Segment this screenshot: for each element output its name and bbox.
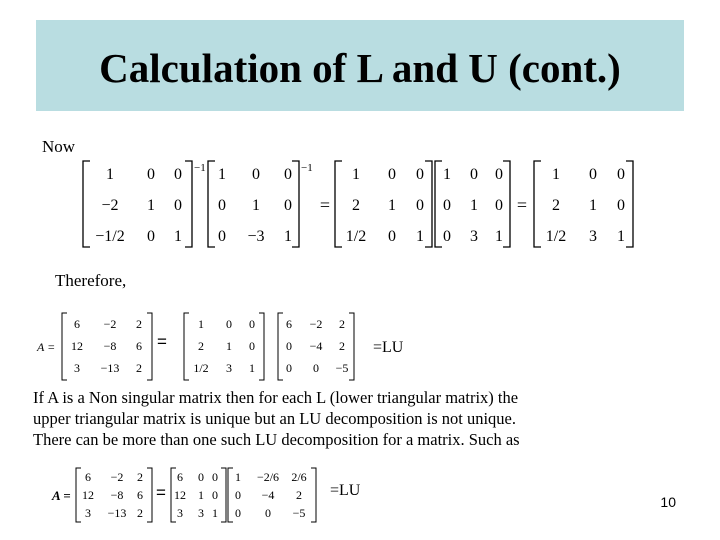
- slide-title: Calculation of L and U (cont.): [99, 45, 621, 91]
- a-cell: −8: [103, 339, 117, 353]
- m5-cell: 0: [617, 166, 625, 183]
- m2-cell: 1: [252, 197, 260, 214]
- eq3-matrix-a: [76, 468, 152, 522]
- l-cell: 1: [198, 317, 204, 331]
- a-cell: 12: [71, 339, 83, 353]
- eq2-matrix-l: [184, 313, 264, 380]
- l-cell: 3: [226, 361, 232, 375]
- l-cell: 0: [212, 488, 218, 502]
- l-cell: 0: [198, 470, 204, 484]
- m3-cell: 0: [388, 166, 396, 183]
- a-cell: −13: [100, 361, 120, 375]
- m4-cell: 0: [470, 166, 478, 183]
- u-cell: 0: [286, 339, 292, 353]
- m1-cell: 1: [106, 166, 114, 183]
- m4-cell: 0: [443, 228, 451, 245]
- m1-cell: 0: [174, 166, 182, 183]
- therefore-label: Therefore,: [55, 271, 127, 290]
- a-cell: 3: [85, 506, 91, 520]
- m5-cell: 0: [617, 197, 625, 214]
- u-cell: 6: [286, 317, 292, 331]
- a-cell: −13: [107, 506, 127, 520]
- m4-cell: 1: [495, 228, 503, 245]
- l-cell: 1: [249, 361, 255, 375]
- m2-cell: 0: [284, 197, 292, 214]
- l-cell: 3: [177, 506, 183, 520]
- a-cell: −2: [103, 317, 117, 331]
- m2-cell: 1: [284, 228, 292, 245]
- m1-cell: 0: [147, 228, 155, 245]
- equals-sign: =: [516, 195, 528, 215]
- m3-cell: 0: [416, 166, 424, 183]
- eq2-matrix-u: [278, 313, 354, 380]
- paragraph-line: If A is a Non singular matrix then for each L (lower triangular matrix) the: [33, 388, 519, 407]
- l-cell: 1: [226, 339, 232, 353]
- l-cell: 6: [177, 470, 183, 484]
- m5-cell: 2: [552, 197, 560, 214]
- a-cell: −2: [110, 470, 124, 484]
- m5-cell: 1: [589, 197, 597, 214]
- a-cell: 6: [136, 339, 142, 353]
- m2-cell: 0: [284, 166, 292, 183]
- m2-cell: 0: [218, 228, 226, 245]
- eq1-matrix-1: [83, 161, 192, 247]
- equation-inverse-product: [83, 161, 633, 247]
- u-cell: 0: [265, 506, 271, 520]
- l-cell: 0: [212, 470, 218, 484]
- u-cell: 0: [235, 506, 241, 520]
- l-cell: 0: [249, 339, 255, 353]
- u-cell: 1: [235, 470, 241, 484]
- page-number: 10: [660, 494, 676, 510]
- m3-cell: 0: [416, 197, 424, 214]
- m5-cell: 1: [617, 228, 625, 245]
- u-cell: 2: [296, 488, 302, 502]
- m3-cell: 1: [352, 166, 360, 183]
- lu-result: =LU: [330, 482, 361, 499]
- m5-cell: 0: [589, 166, 597, 183]
- u-cell: 0: [286, 361, 292, 375]
- u-cell: −4: [261, 488, 275, 502]
- a-cell: 6: [137, 488, 143, 502]
- a-cell: 2: [136, 361, 142, 375]
- m3-cell: 1: [416, 228, 424, 245]
- inverse-exponent-1: −1: [194, 162, 206, 174]
- m5-cell: 1: [552, 166, 560, 183]
- eq1-matrix-5: [534, 161, 633, 247]
- a-cell: 6: [74, 317, 80, 331]
- m3-cell: 0: [388, 228, 396, 245]
- lu-result: =LU: [373, 339, 404, 356]
- m1-cell: −2: [101, 197, 119, 214]
- u-cell: −5: [292, 506, 306, 520]
- u-cell: −4: [309, 339, 323, 353]
- lhs-label: A =: [52, 488, 71, 503]
- m1-cell: −1/2: [95, 228, 125, 245]
- u-cell: −2/6: [256, 470, 280, 484]
- m1-cell: 1: [174, 228, 182, 245]
- explanation-paragraph: [33, 387, 520, 450]
- equals-sign: =: [156, 483, 166, 502]
- a-cell: 6: [85, 470, 91, 484]
- l-cell: 1: [198, 488, 204, 502]
- eq1-matrix-3: [335, 161, 432, 247]
- m3-cell: 1/2: [345, 228, 367, 245]
- m4-cell: 1: [470, 197, 478, 214]
- a-cell: −8: [110, 488, 124, 502]
- m4-cell: 0: [443, 197, 451, 214]
- a-cell: 2: [136, 317, 142, 331]
- a-cell: 2: [137, 506, 143, 520]
- eq1-matrix-4: [435, 161, 510, 247]
- eq3-matrix-u: [228, 468, 316, 522]
- m3-cell: 1: [388, 197, 396, 214]
- equals-sign: =: [157, 332, 167, 351]
- equation-lu-factorization: [36, 313, 404, 380]
- a-cell: 2: [137, 470, 143, 484]
- equation-alternate-lu: [51, 468, 361, 522]
- u-cell: 0: [235, 488, 241, 502]
- l-cell: 0: [226, 317, 232, 331]
- now-label: Now: [42, 137, 76, 156]
- m1-cell: 0: [174, 197, 182, 214]
- eq2-matrix-a: [62, 313, 152, 380]
- eq1-matrix-2: [208, 161, 299, 247]
- m4-cell: 3: [470, 228, 478, 245]
- m4-cell: 1: [443, 166, 451, 183]
- l-cell: 1/2: [193, 361, 209, 375]
- m5-cell: 3: [589, 228, 597, 245]
- m2-cell: 0: [218, 197, 226, 214]
- u-cell: 2: [339, 339, 345, 353]
- m4-cell: 0: [495, 197, 503, 214]
- m1-cell: 0: [147, 166, 155, 183]
- u-cell: −5: [335, 361, 349, 375]
- a-cell: 3: [74, 361, 80, 375]
- m2-cell: 1: [218, 166, 226, 183]
- m5-cell: 1/2: [545, 228, 567, 245]
- l-cell: 3: [198, 506, 204, 520]
- u-cell: −2: [309, 317, 323, 331]
- m2-cell: 0: [252, 166, 260, 183]
- eq3-matrix-l: [171, 468, 226, 522]
- paragraph-line: There can be more than one such LU decomposition for a matrix. Such as: [33, 430, 520, 449]
- l-cell: 12: [174, 488, 186, 502]
- lhs-label: A =: [37, 340, 56, 354]
- a-cell: 12: [82, 488, 94, 502]
- l-cell: 1: [212, 506, 218, 520]
- m3-cell: 2: [352, 197, 360, 214]
- m1-cell: 1: [147, 197, 155, 214]
- equals-sign: =: [319, 195, 331, 215]
- inverse-exponent-2: −1: [301, 162, 313, 174]
- m4-cell: 0: [495, 166, 503, 183]
- m2-cell: −3: [247, 228, 265, 245]
- u-cell: 2: [339, 317, 345, 331]
- l-cell: 2: [198, 339, 204, 353]
- paragraph-line: upper triangular matrix is unique but an LU decomposition is not unique.: [33, 409, 516, 428]
- u-cell: 0: [313, 361, 319, 375]
- u-cell: 2/6: [291, 470, 307, 484]
- l-cell: 0: [249, 317, 255, 331]
